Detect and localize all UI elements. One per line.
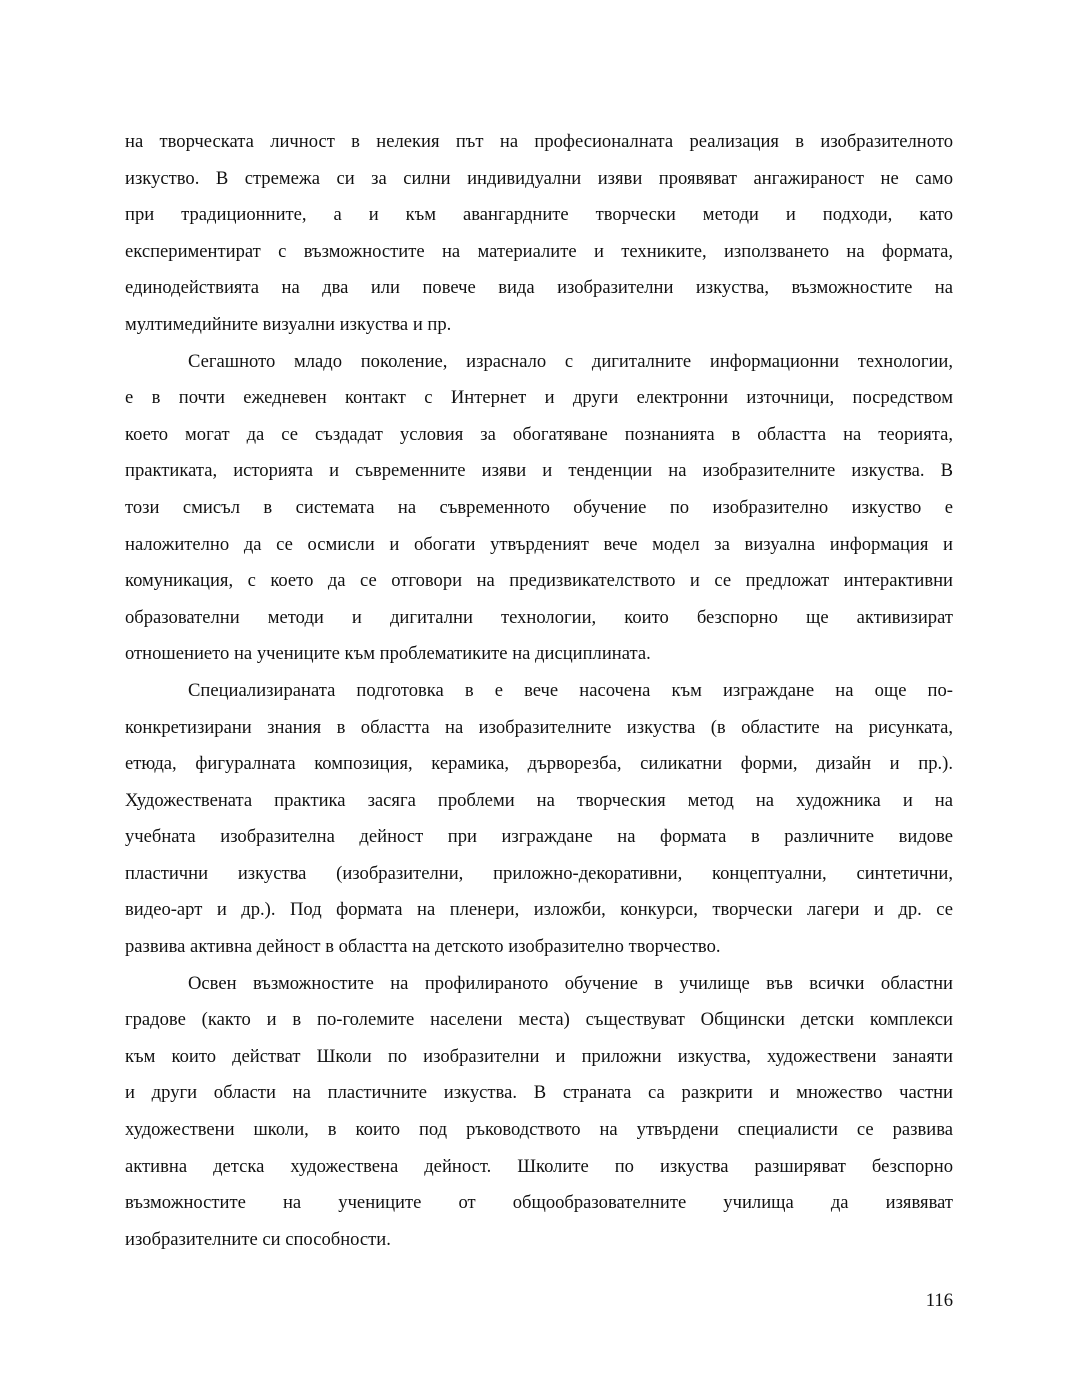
text-line: Художествената практика засяга проблеми на творческия метод на художника и на bbox=[125, 789, 953, 811]
paragraph bbox=[125, 344, 953, 673]
text-line: комуникация, с което да се отговори на предизвикателството и се предложат интерактивни bbox=[125, 570, 953, 592]
text-line: изобразителните си способности. bbox=[125, 1228, 391, 1250]
paragraph bbox=[125, 673, 953, 966]
text-line: отношението на учениците към проблематиките на дисциплината. bbox=[125, 643, 651, 665]
paragraph bbox=[125, 124, 953, 344]
text-line: конкретизирани знания в областта на изобразителните изкуства (в областите на рисунката, bbox=[125, 716, 953, 738]
text-line: което могат да се създадат условия за обогатяване познанията в областта на теорията, bbox=[125, 423, 953, 445]
text-line: Освен възможностите на профилираното обучение в училище във всички областни bbox=[188, 972, 953, 994]
text-line: учебната изобразителна дейност при изграждане на формата в различните видове bbox=[125, 826, 953, 848]
text-line: градове (както и в по-големите населени места) съществуват Общински детски комплекси bbox=[125, 1009, 953, 1031]
text-line: пластични изкуства (изобразителни, приложно-декоративни, концептуални, синтетични, bbox=[125, 862, 953, 884]
text-line: наложително да се осмисли и обогати утвърденият вече модел за визуална информация и bbox=[125, 533, 953, 555]
text-line: практиката, историята и съвременните изяви и тенденции на изобразителните изкуства. В bbox=[125, 460, 953, 482]
text-line: при традиционните, а и към авангардните творчески методи и подходи, като bbox=[125, 204, 953, 226]
text-line: е в почти ежедневен контакт с Интернет и други електронни източници, посредством bbox=[125, 387, 953, 409]
text-line: възможностите на учениците от общообразователните училища да изявяват bbox=[125, 1192, 953, 1214]
text-line: единодействията на два или повече вида изобразителни изкуства, възможностите на bbox=[125, 277, 953, 299]
text-line: развива активна дейност в областта на детското изобразително творчество. bbox=[125, 936, 721, 958]
text-line: видео-арт и др.). Под формата на пленери, изложби, конкурси, творчески лагери и др. се bbox=[125, 899, 953, 921]
text-line: Сегашното младо поколение, израснало с дигиталните информационни технологии, bbox=[188, 350, 953, 372]
text-line: и други области на пластичните изкуства. В страната са разкрити и множество частни bbox=[125, 1082, 953, 1104]
text-line: Специализираната подготовка в е вече насочена към изграждане на още по- bbox=[188, 679, 953, 701]
text-line: мултимедийните визуални изкуства и пр. bbox=[125, 313, 452, 335]
text-line: образователни методи и дигитални технологии, които безспорно ще активизират bbox=[125, 606, 953, 628]
paragraph bbox=[125, 966, 953, 1259]
text-line: етюда, фигуралната композиция, керамика, дърворезба, силикатни форми, дизайн и пр.). bbox=[125, 753, 953, 775]
text-line: на творческата личност в нелекия път на професионалната реализация в изобразителното bbox=[125, 131, 953, 152]
body-text bbox=[125, 124, 953, 1258]
text-line: експериментират с възможностите на материалите и техниките, използването на формата, bbox=[125, 240, 953, 262]
page-number: 116 bbox=[925, 1290, 953, 1311]
text-line: активна детска художествена дейност. Школите по изкуства разширяват безспорно bbox=[125, 1155, 953, 1177]
text-line: към които действат Школи по изобразителни и приложни изкуства, художествени занаяти bbox=[125, 1045, 953, 1067]
text-line: изкуство. В стремежа си за силни индивидуални изяви проявяват ангажираност не само bbox=[125, 167, 953, 189]
text-line: художествени школи, в които под ръководството на утвърдени специалисти се развива bbox=[125, 1119, 953, 1141]
text-line: този смисъл в системата на съвременното обучение по изобразително изкуство е bbox=[125, 496, 953, 518]
